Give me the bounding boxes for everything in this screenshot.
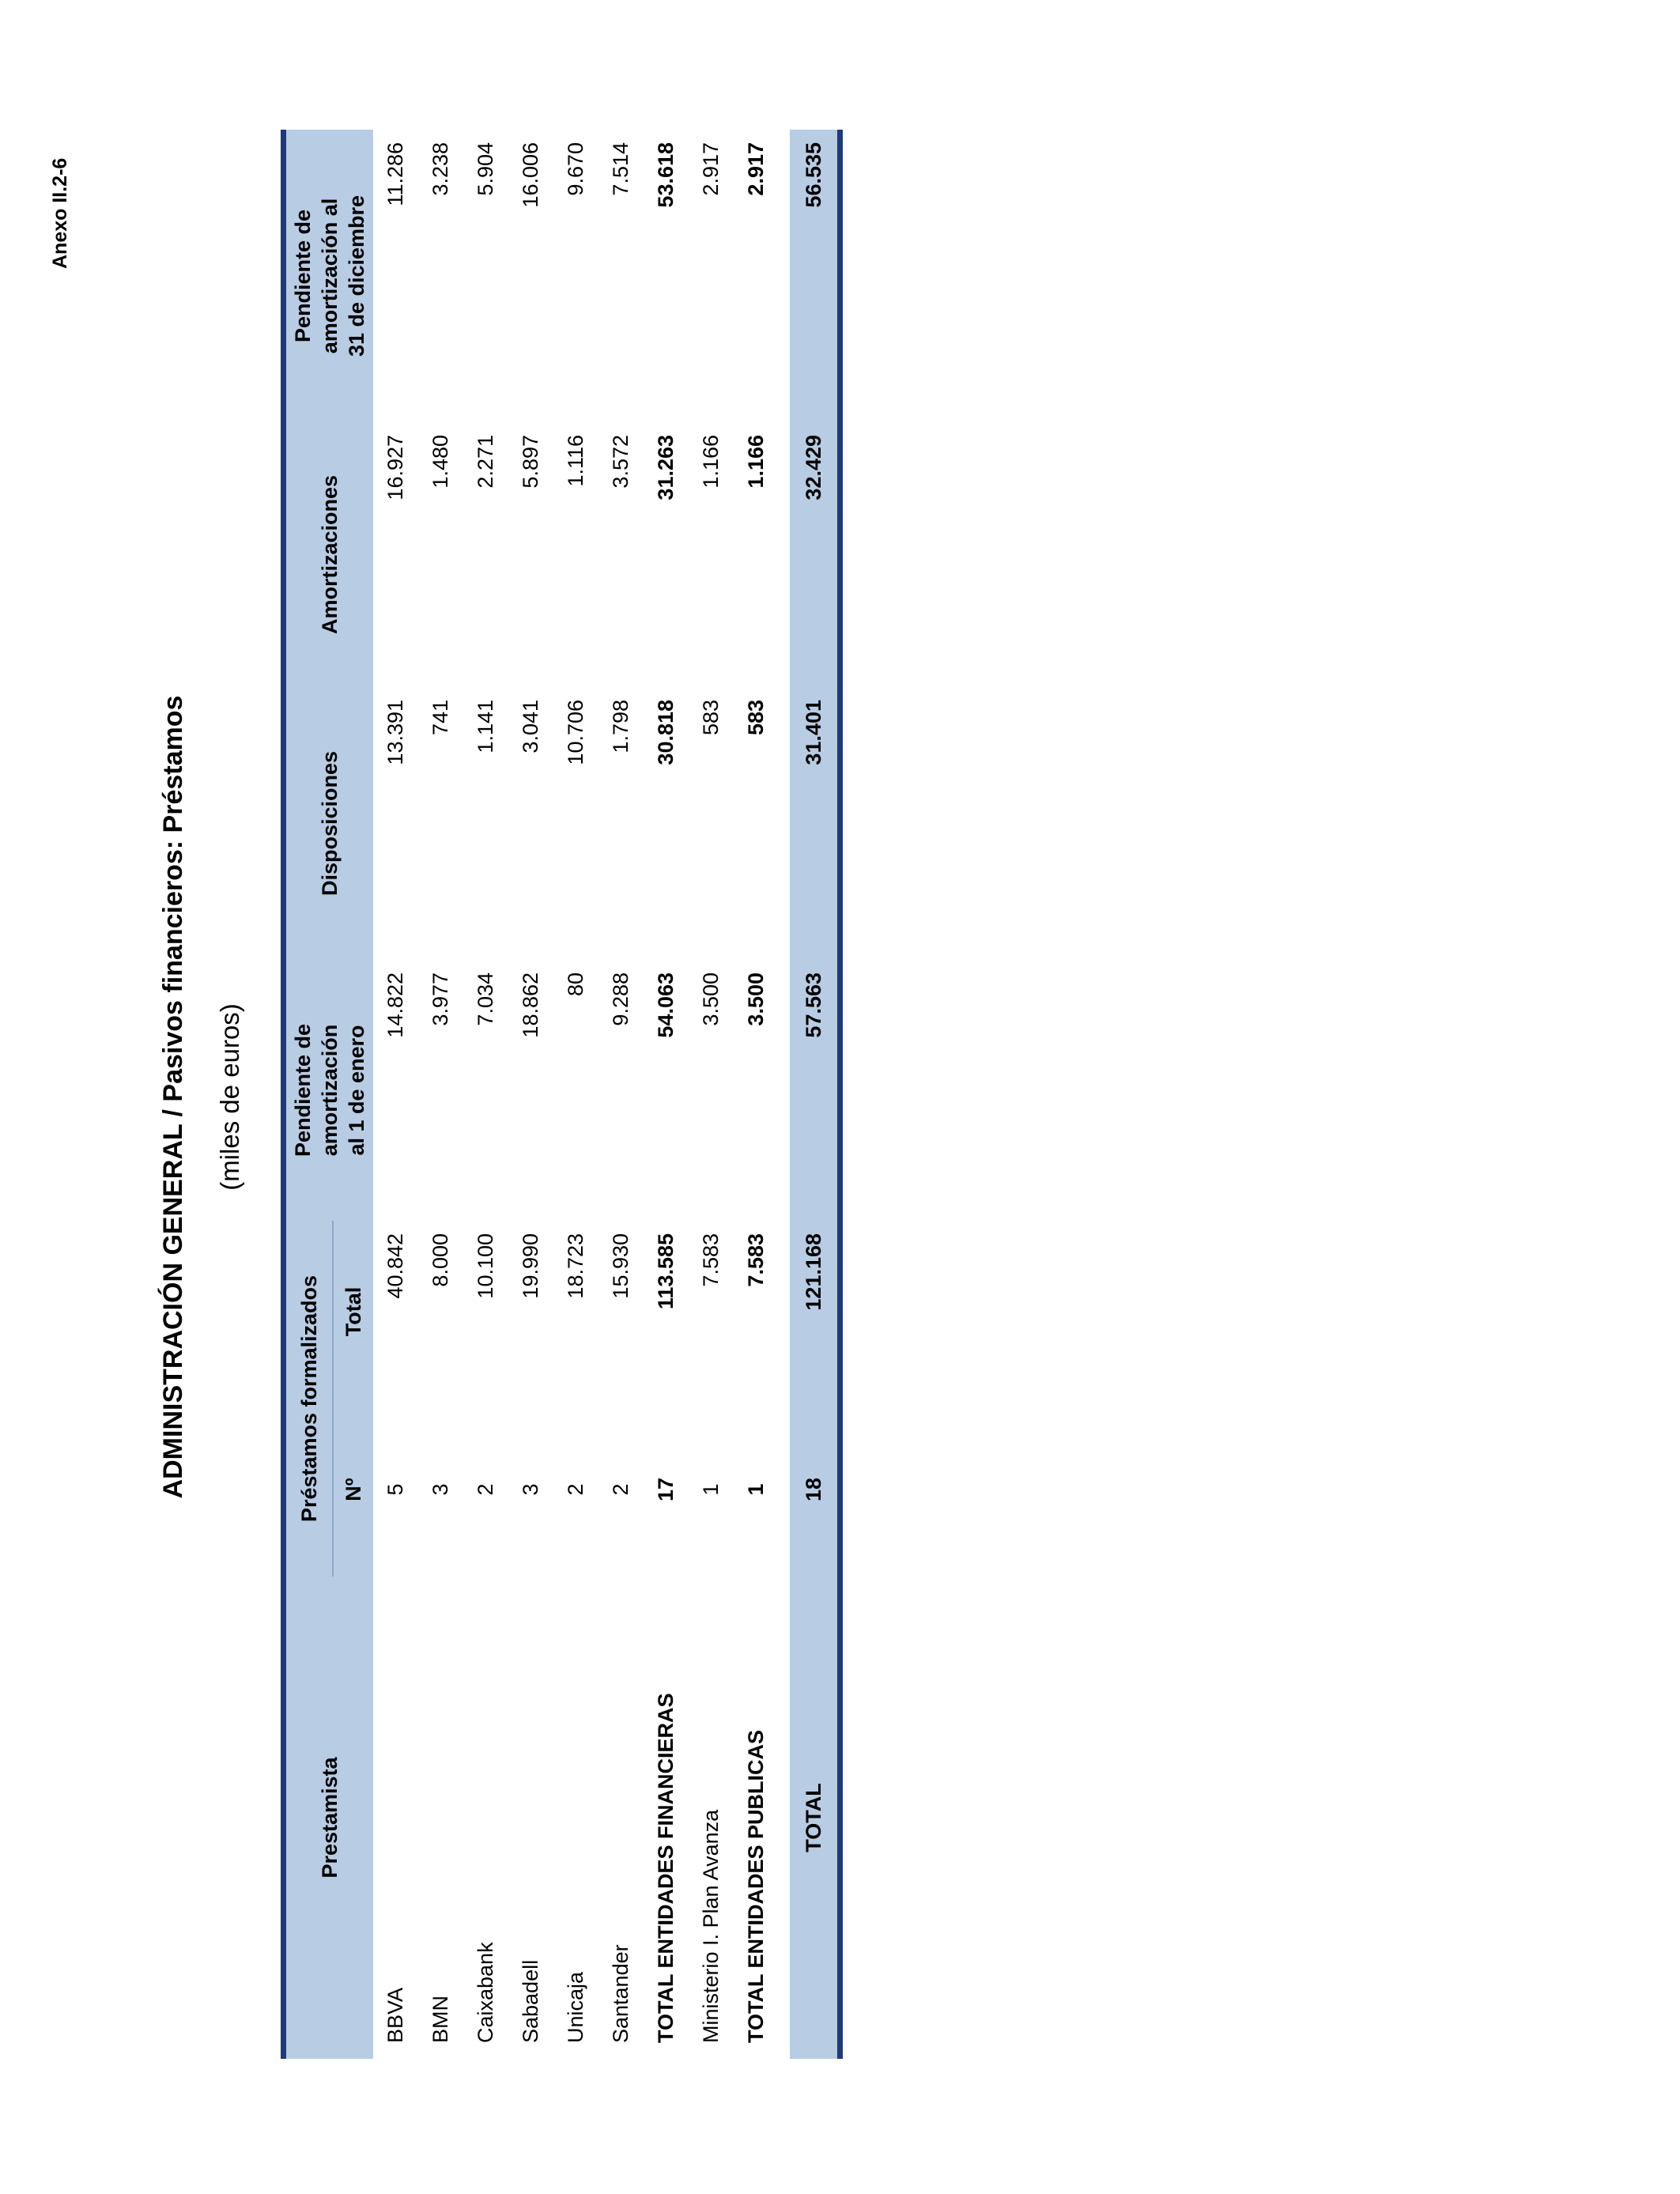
total-row [790, 130, 840, 2059]
page-title: ADMINISTRACIÓN GENERAL / Pasivos financieros: Préstamos [158, 695, 188, 1499]
row-total: 18.723 [564, 1233, 587, 1299]
row-name: Unicaja [564, 1971, 587, 2043]
header-amortizaciones: Amortizaciones [284, 422, 374, 687]
row-pendiente-inicio: 14.822 [383, 972, 407, 1038]
row-total: 7.583 [699, 1233, 723, 1287]
row-pendiente-inicio: 18.862 [519, 972, 542, 1038]
row-total: 121.168 [790, 1221, 840, 1403]
row-disposiciones: 13.391 [383, 699, 407, 765]
header-pendiente-enero-line1: Pendiente de [291, 1023, 315, 1157]
row-count: 18 [790, 1403, 840, 1577]
page-subtitle: (miles de euros) [215, 1003, 244, 1191]
row-disposiciones: 31.401 [790, 687, 840, 960]
row-name: Santander [609, 1944, 632, 2043]
header-pendiente-dic-line3: 31 de diciembre [345, 194, 368, 357]
row-name: Caixabank [474, 1942, 497, 2043]
header-prestamos-formalizados: Préstamos formalizados [284, 1221, 334, 1577]
row-disposiciones: 1.141 [474, 699, 497, 753]
row-name: BMN [428, 1996, 452, 2043]
table-row [418, 130, 463, 2059]
row-amortizaciones: 1.480 [428, 434, 452, 489]
row-disposiciones: 741 [428, 699, 452, 736]
row-pendiente-inicio: 80 [564, 972, 587, 997]
header-pendiente-enero [284, 960, 374, 1221]
row-amortizaciones: 16.927 [383, 434, 407, 500]
table-row [689, 130, 734, 2059]
row-disposiciones: 1.798 [609, 699, 632, 753]
row-total: 113.585 [654, 1233, 678, 1310]
row-total: 15.930 [609, 1233, 632, 1299]
spacer-cell [779, 130, 790, 2059]
row-amortizaciones: 3.572 [609, 434, 632, 489]
row-disposiciones: 3.041 [519, 699, 542, 753]
row-pendiente-inicio: 7.034 [474, 972, 497, 1026]
row-disposiciones: 10.706 [564, 699, 587, 765]
table-row [463, 130, 508, 2059]
spacer-row [779, 130, 790, 2059]
row-amortizaciones: 1.116 [564, 434, 587, 487]
row-pendiente-fin: 11.286 [383, 142, 407, 206]
row-count: 17 [654, 1477, 678, 1502]
row-amortizaciones: 1.166 [744, 434, 768, 489]
row-pendiente-fin: 2.917 [744, 142, 768, 196]
loans-table [281, 130, 843, 2059]
header-pendiente-enero-line3: al 1 de enero [345, 1025, 368, 1156]
row-count: 2 [609, 1483, 632, 1496]
table-row [598, 130, 644, 2059]
row-count: 3 [428, 1483, 452, 1496]
header-numero: Nº [333, 1403, 373, 1577]
row-total: 19.990 [519, 1233, 542, 1299]
table-row [553, 130, 598, 2059]
row-pendiente-fin: 3.238 [428, 142, 452, 196]
row-total: 40.842 [383, 1233, 407, 1299]
row-total: 10.100 [474, 1233, 497, 1299]
header-pendiente-enero-line2: amortización [318, 1024, 342, 1157]
row-count: 1 [699, 1483, 723, 1496]
row-pendiente-inicio: 3.500 [744, 972, 768, 1026]
row-pendiente-inicio: 54.063 [654, 972, 678, 1038]
annex-label: Anexo II.2-6 [49, 157, 71, 269]
row-name: BBVA [383, 1987, 407, 2043]
row-disposiciones: 583 [744, 699, 768, 736]
row-total: 7.583 [744, 1233, 768, 1287]
row-name: Sabadell [519, 1959, 542, 2043]
row-pendiente-fin: 53.618 [654, 142, 678, 208]
header-total: Total [333, 1221, 373, 1403]
row-pendiente-fin: 2.917 [699, 142, 723, 196]
row-amortizaciones: 32.429 [790, 422, 840, 687]
row-pendiente-fin: 16.006 [519, 142, 542, 208]
row-count: 1 [744, 1483, 768, 1496]
row-pendiente-inicio: 3.977 [428, 972, 452, 1026]
row-pendiente-fin: 56.535 [790, 130, 840, 422]
loans-table-wrapper [281, 130, 848, 2059]
row-pendiente-fin: 7.514 [609, 142, 632, 196]
row-disposiciones: 583 [699, 699, 723, 736]
row-pendiente-inicio: 3.500 [699, 972, 723, 1026]
subtotal-row-publicas [734, 130, 779, 2059]
row-name: TOTAL [790, 1577, 840, 2059]
row-pendiente-inicio: 57.563 [790, 960, 840, 1221]
row-count: 2 [474, 1483, 497, 1496]
header-disposiciones: Disposiciones [284, 687, 374, 960]
row-total: 8.000 [428, 1233, 452, 1287]
row-name: Ministerio I. Plan Avanza [699, 1809, 723, 2043]
row-count: 5 [383, 1483, 407, 1496]
row-name: TOTAL ENTIDADES PUBLICAS [744, 1729, 768, 2043]
row-pendiente-inicio: 9.288 [609, 972, 632, 1026]
row-pendiente-fin: 5.904 [474, 142, 497, 196]
header-prestamista: Prestamista [284, 1577, 374, 2059]
loans-table-body [373, 130, 840, 2059]
table-row [373, 130, 418, 2059]
header-pendiente-dic-line1: Pendiente de [291, 209, 315, 343]
row-count: 2 [564, 1483, 587, 1496]
row-pendiente-fin: 9.670 [564, 142, 587, 196]
row-count: 3 [519, 1483, 542, 1496]
subtotal-row-financieras [644, 130, 689, 2059]
header-pendiente-diciembre [284, 130, 374, 422]
row-name: TOTAL ENTIDADES FINANCIERAS [654, 1693, 678, 2043]
row-amortizaciones: 31.263 [654, 434, 678, 500]
row-amortizaciones: 1.166 [699, 434, 723, 489]
row-amortizaciones: 5.897 [519, 434, 542, 489]
table-row [508, 130, 553, 2059]
header-pendiente-dic-line2: amortización al [318, 198, 342, 354]
row-disposiciones: 30.818 [654, 699, 678, 765]
row-amortizaciones: 2.271 [474, 434, 497, 489]
